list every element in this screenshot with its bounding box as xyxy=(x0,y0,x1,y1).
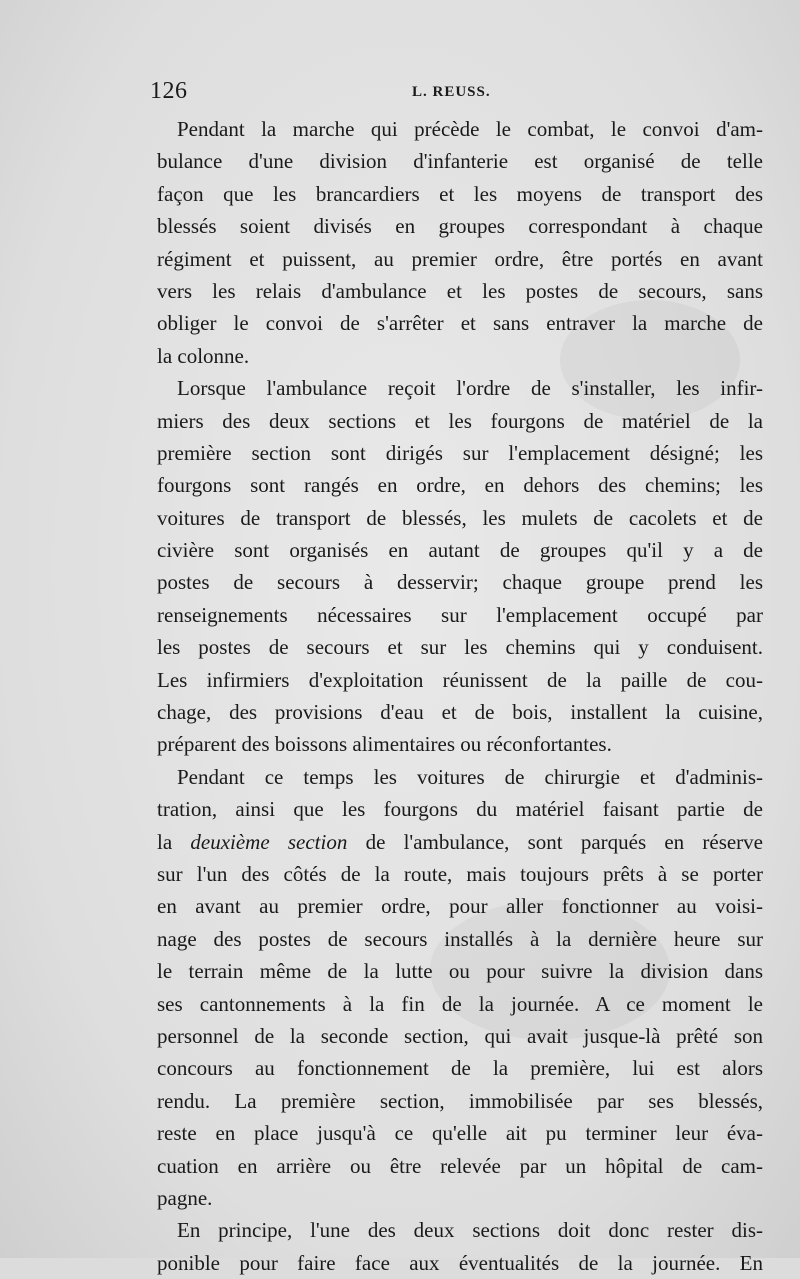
body-text xyxy=(157,113,763,1279)
text-line: pagne. xyxy=(157,1185,213,1210)
text-line: tration, ainsi que les fourgons du matériel faisant partie de xyxy=(157,797,763,822)
text-line: nage des postes de secours installés à la dernière heure sur xyxy=(157,926,763,951)
text-line: reste en place jusqu'à ce qu'elle ait pu terminer leur éva- xyxy=(157,1121,763,1146)
text-line: la colonne. xyxy=(157,343,250,368)
text-line: façon que les brancardiers et les moyens de transport des xyxy=(157,181,763,206)
text-line: Lorsque l'ambulance reçoit l'ordre de s'installer, les infir- xyxy=(177,376,763,401)
text-segment: la xyxy=(157,829,191,854)
text-line: préparent des boissons alimentaires ou réconfortantes. xyxy=(157,732,612,757)
text-line: chage, des provisions d'eau et de bois, installent la cuisine, xyxy=(157,700,763,725)
text-line: renseignements nécessaires sur l'emplacement occupé par xyxy=(157,602,763,627)
text-line: rendu. La première section, immobilisée par ses blessés, xyxy=(157,1088,763,1113)
text-line: cuation en arrière ou être relevée par un hôpital de cam- xyxy=(157,1153,763,1178)
text-line: personnel de la seconde section, qui avait jusque-là prêté son xyxy=(157,1023,763,1048)
text-line: fourgons sont rangés en ordre, en dehors des chemins; les xyxy=(157,473,763,498)
text-line: en avant au premier ordre, pour aller fonctionner au voisi- xyxy=(157,894,763,919)
text-line: Les infirmiers d'exploitation réunissent de la paille de cou- xyxy=(157,667,763,692)
text-line: sur l'un des côtés de la route, mais toujours prêts à se porter xyxy=(157,861,763,886)
running-head: L. REUSS. xyxy=(412,84,491,100)
text-line: le terrain même de la lutte ou pour suivre la division dans xyxy=(157,959,763,984)
text-line: régiment et puissent, au premier ordre, être portés en avant xyxy=(157,246,763,271)
text-line: Pendant la marche qui précède le combat, le convoi d'am- xyxy=(177,117,763,141)
text-line: miers des deux sections et les fourgons de matériel de la xyxy=(157,408,763,433)
text-line: obliger le convoi de s'arrêter et sans entraver la marche de xyxy=(157,311,763,336)
text-line: Pendant ce temps les voitures de chirurgie et d'adminis- xyxy=(177,764,763,789)
text-line: blessés soient divisés en groupes correspondant à chaque xyxy=(157,214,763,239)
text-line: ponible pour faire face aux éventualités de la journée. En xyxy=(157,1250,763,1275)
text-line: concours au fonctionnement de la première, lui est alors xyxy=(157,1056,763,1081)
text-line-with-italic xyxy=(157,826,763,858)
text-line: les postes de secours et sur les chemins qui y conduisent. xyxy=(157,635,763,660)
text-line: voitures de transport de blessés, les mulets de cacolets et de xyxy=(157,505,763,530)
text-line: postes de secours à desservir; chaque groupe prend les xyxy=(157,570,763,595)
text-line: En principe, l'une des deux sections doit donc rester dis- xyxy=(177,1218,763,1243)
page-header xyxy=(150,78,750,112)
text-segment: de l'ambulance, sont parqués en réserve xyxy=(347,829,763,854)
italic-term: deuxième section xyxy=(190,829,348,854)
text-line: première section sont dirigés sur l'emplacement désigné; les xyxy=(157,440,763,465)
text-line: vers les relais d'ambulance et les postes de secours, sans xyxy=(157,278,763,303)
text-line: ses cantonnements à la fin de la journée. A ce moment le xyxy=(157,991,763,1016)
text-line: bulance d'une division d'infanterie est organisé de telle xyxy=(157,149,763,174)
text-line: civière sont organisés en autant de groupes qu'il y a de xyxy=(157,538,763,563)
page-number: 126 xyxy=(150,78,188,104)
